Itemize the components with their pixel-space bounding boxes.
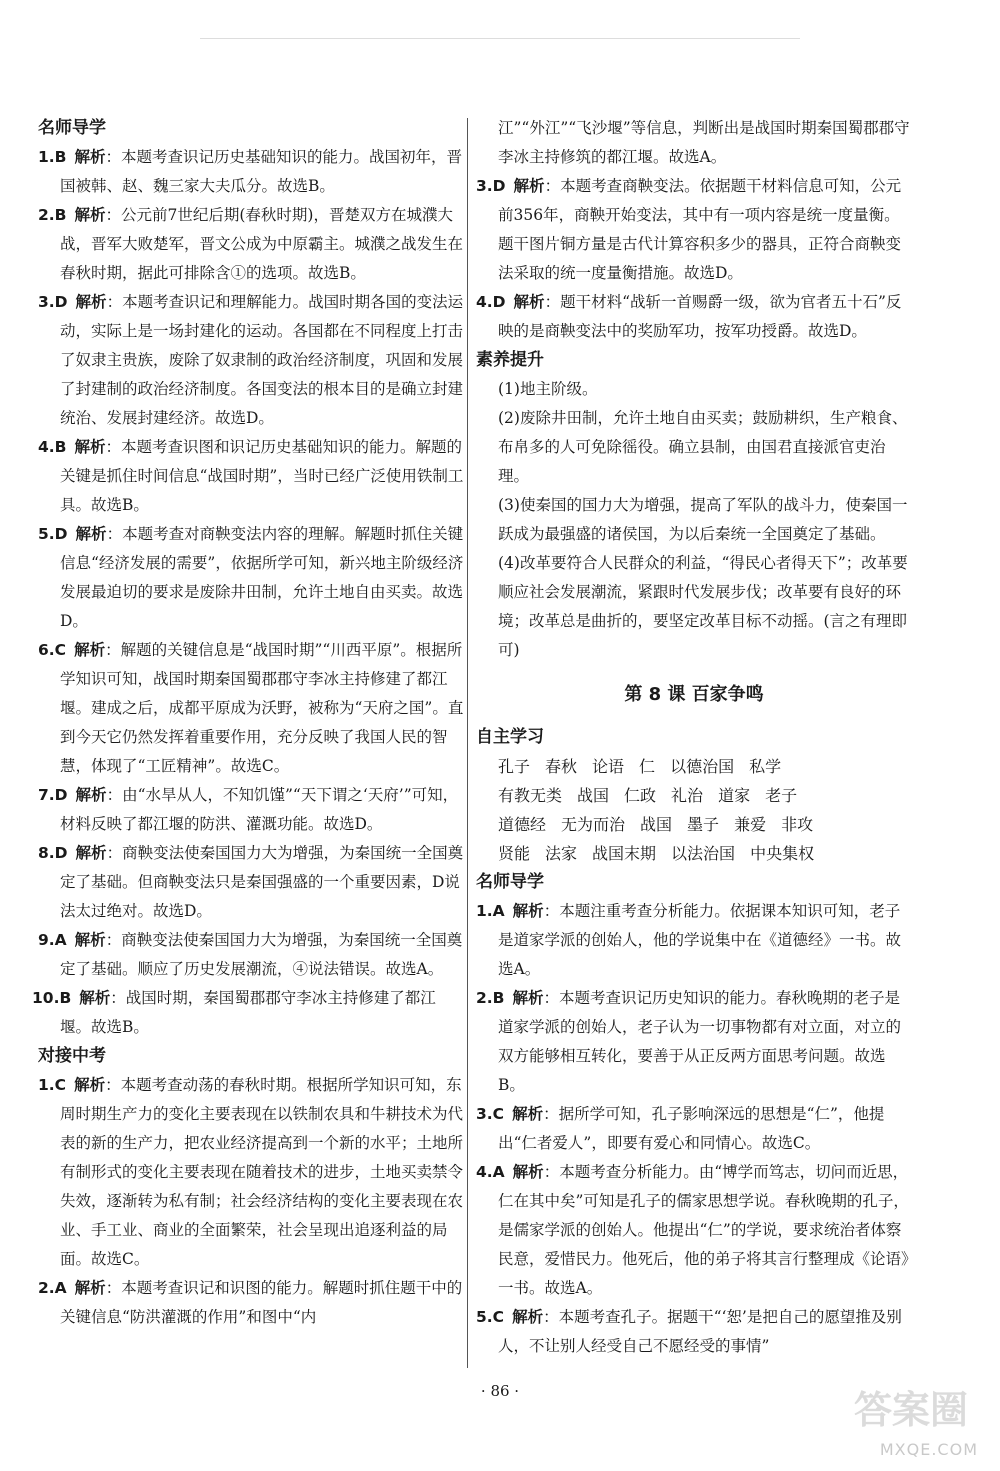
analysis-text: ：题干材料“战斩一首赐爵一级，欲为官者五十石”反映的是商鞅变法中的奖励军功，按军功授爵。故选D。 <box>498 293 902 340</box>
answer-item <box>38 520 466 636</box>
analysis-label: 解析 <box>512 902 544 920</box>
answer-number: 9.A <box>38 931 67 949</box>
analysis-label: 解析 <box>513 177 545 195</box>
keyword: 仁政 <box>624 786 657 805</box>
analysis-label: 解析 <box>75 525 107 543</box>
keyword: 法家 <box>545 844 578 863</box>
answer-item <box>476 288 912 346</box>
answer-number: 7.D <box>38 786 68 804</box>
keyword: 战国 <box>640 815 673 834</box>
keyword: 以法治国 <box>671 844 736 863</box>
answer-item <box>476 1303 912 1361</box>
keyword: 春秋 <box>545 757 578 776</box>
answer-item <box>38 1071 466 1274</box>
watermark-logo-text: 答案圈 <box>853 1388 968 1432</box>
analysis-text: ：本题考查对商鞅变法内容的理解。解题时抓住关键信息“经济发展的需要”，依据所学可知，新兴地主阶级经济发展最迫切的要求是废除井田制，允许土地自由买卖。故选D。 <box>60 525 464 630</box>
analysis-text: ：商鞅变法使秦国国力大为增强，为秦国统一全国奠定了基础。但商鞅变法只是秦国强盛的一个重要因素，D说法太过绝对。故选D。 <box>60 844 464 920</box>
answer-paragraph: (3)使秦国的国力大为增强，提高了军队的战斗力，使秦国一跃成为最强盛的诸侯国，为以后秦统一全国奠定了基础。 <box>498 496 908 543</box>
keyword: 贤能 <box>498 844 531 863</box>
analysis-text: ：本题考查分析能力。由“博学而笃志，切问而近思，仁在其中矣”可知是孔子的儒家思想学说。春秋晚期的孔子，是儒家学派的创始人。他提出“仁”的学说，要求统治者体察民意，爱惜民力。他死后，他的弟子将其言行整理成《论语》一书。故选A。 <box>498 1163 909 1297</box>
keyword-row <box>476 752 912 781</box>
answer-number: 1.C <box>38 1076 67 1094</box>
analysis-text: ：本题考查识图和识记历史基础知识的能力。解题的关键是抓住时间信息“战国时期”，当时已经广泛使用铁制工具。故选B。 <box>60 438 464 514</box>
keyword: 战国 <box>577 786 610 805</box>
analysis-text: ：本题考查识记历史基础知识的能力。战国初年，晋国被韩、赵、魏三家大夫瓜分。故选B。 <box>60 148 463 195</box>
answer-number: 4.B <box>38 438 67 456</box>
analysis-label: 解析 <box>75 293 107 311</box>
answer-number: 2.B <box>476 989 505 1007</box>
analysis-label: 解析 <box>513 293 545 311</box>
answer-item <box>32 984 466 1042</box>
keyword: 中央集权 <box>750 844 815 863</box>
continued-text: 江”“外江”“飞沙堰”等信息，判断出是战国时期秦国蜀郡郡守李冰主持修筑的都江堰。故选A。 <box>498 119 910 166</box>
keyword: 私学 <box>749 757 782 776</box>
analysis-label: 解析 <box>75 786 107 804</box>
answer-number: 5.C <box>476 1308 505 1326</box>
answer-number: 1.B <box>38 148 67 166</box>
lesson-title: 第 8 课 百家争鸣 <box>624 684 764 705</box>
answer-number: 3.D <box>476 177 506 195</box>
answer-number: 3.D <box>38 293 68 311</box>
analysis-label: 解析 <box>74 206 106 224</box>
analysis-text: ：公元前7世纪后期(春秋时期)，晋楚双方在城濮大战，晋军大败楚军，晋文公成为中原霸主。城濮之战发生在春秋时期，据此可排除含①的选项。故选B。 <box>60 206 464 282</box>
answer-item <box>476 897 912 984</box>
answer-number: 6.C <box>38 641 67 659</box>
answer-number: 1.A <box>476 902 505 920</box>
analysis-label: 解析 <box>74 148 106 166</box>
answer-item <box>38 636 466 781</box>
answer-paragraph: (4)改革要符合人民群众的利益，“得民心者得天下”；改革要顺应社会发展潮流，紧跟时代发展步伐；改革要有良好的环境；改革总是曲折的，要坚定改革目标不动摇。(言之有理即可) <box>498 554 908 659</box>
answer-item <box>476 984 912 1100</box>
analysis-text: ：本题注重考查分析能力。依据课本知识可知，老子是道家学派的创始人，他的学说集中在《道德经》一书。故选A。 <box>498 902 902 978</box>
analysis-text: ：本题考查识记历史知识的能力。春秋晚期的老子是道家学派的创始人，老子认为一切事物都有对立面，对立的双方能够相互转化，要善于从正反两方面思考问题。故选B。 <box>498 989 902 1094</box>
answer-item <box>476 1158 912 1303</box>
answer-number: 5.D <box>38 525 68 543</box>
keyword: 论语 <box>592 757 625 776</box>
answer-number: 10.B <box>32 989 72 1007</box>
keyword: 道德经 <box>498 815 547 834</box>
analysis-text: ：本题考查识记和识图的能力。解题时抓住题干中的关键信息“防洪灌溉的作用”和图中“内 <box>60 1279 463 1326</box>
right-column <box>476 114 912 1361</box>
analysis-text: ：本题考查识记和理解能力。战国时期各国的变法运动，实际上是一场封建化的运动。各国都在不同程度上打击了奴隶主贵族，废除了奴隶制的政治经济制度，巩固和发展了封建制的政治经济制度。各国变法的根本目的是确立封建统治、发展封建经济。故选D。 <box>60 293 464 427</box>
keyword: 兼爱 <box>734 815 767 834</box>
analysis-label: 解析 <box>512 1308 544 1326</box>
answer-item <box>38 926 466 984</box>
answer-item <box>38 288 466 433</box>
answer-number: 2.A <box>38 1279 67 1297</box>
keyword: 道家 <box>718 786 751 805</box>
keyword: 战国末期 <box>592 844 657 863</box>
analysis-text: ：据所学可知，孔子影响深远的思想是“仁”，他提出“仁者爱人”，即要有爱心和同情心。故选C。 <box>498 1105 885 1152</box>
analysis-label: 解析 <box>74 641 106 659</box>
analysis-label: 解析 <box>75 844 107 862</box>
keyword: 墨子 <box>687 815 720 834</box>
column-divider <box>467 118 468 1368</box>
section-title-mingshi-daoxue: 名师导学 <box>38 118 106 138</box>
answer-item <box>38 433 466 520</box>
keyword-row <box>476 839 912 868</box>
answer-number: 4.D <box>476 293 506 311</box>
watermark-logo <box>778 1379 978 1459</box>
keyword-row <box>476 810 912 839</box>
keyword: 礼治 <box>671 786 704 805</box>
answer-item <box>38 143 466 201</box>
answer-item <box>476 172 912 288</box>
keyword-row <box>476 781 912 810</box>
answer-number: 2.B <box>38 206 67 224</box>
answer-paragraph: (2)废除井田制，允许土地自由买卖；鼓励耕织，生产粮食、布帛多的人可免除徭役。确立县制，由国君直接派官吏治理。 <box>498 409 908 485</box>
answer-item <box>38 1274 466 1332</box>
section-title-mingshi-daoxue-2: 名师导学 <box>476 872 544 892</box>
keyword: 仁 <box>639 757 656 776</box>
section-title-suyang-tisheng: 素养提升 <box>476 350 544 370</box>
watermark-site: MXQE.COM <box>879 1440 978 1459</box>
section-title-duijie-zhongkao: 对接中考 <box>38 1046 106 1066</box>
answer-item <box>38 839 466 926</box>
answer-item <box>476 1100 912 1158</box>
analysis-label: 解析 <box>74 931 106 949</box>
answer-item <box>38 781 466 839</box>
analysis-label: 解析 <box>512 989 544 1007</box>
section-title-zizhu-xuexi: 自主学习 <box>476 727 544 747</box>
analysis-text: ：战国时期，秦国蜀郡郡守李冰主持修建了都江堰。故选B。 <box>60 989 436 1036</box>
analysis-label: 解析 <box>74 1076 106 1094</box>
analysis-text: ：商鞅变法使秦国国力大为增强，为秦国统一全国奠定了基础。顺应了历史发展潮流，④说法错误。故选A。 <box>60 931 463 978</box>
analysis-label: 解析 <box>512 1105 544 1123</box>
keyword: 非攻 <box>781 815 814 834</box>
analysis-text: ：解题的关键信息是“战国时期”“川西平原”。根据所学知识可知，战国时期秦国蜀郡郡守李冰主持修建了都江堰。建成之后，成都平原成为沃野，被称为“天府之国”。直到今天它仍然发挥着重要作用，充分反映了我国人民的智慧，体现了“工匠精神”。故选C。 <box>60 641 464 775</box>
keyword: 无为而治 <box>561 815 626 834</box>
answer-item <box>38 201 466 288</box>
analysis-label: 解析 <box>79 989 111 1007</box>
analysis-text: ：由“水旱从人，不知饥馑”“天下谓之‘天府’”可知，材料反映了都江堰的防洪、灌溉功能。故选D。 <box>60 786 459 833</box>
left-column <box>32 114 466 1332</box>
analysis-label: 解析 <box>512 1163 544 1181</box>
page-number: · 86 · <box>480 1382 520 1400</box>
answer-number: 4.A <box>476 1163 505 1181</box>
keyword: 以德治国 <box>670 757 735 776</box>
keyword: 老子 <box>765 786 798 805</box>
answer-number: 8.D <box>38 844 68 862</box>
analysis-text: ：本题考查孔子。据题干“‘恕’是把自己的愿望推及别人，不让别人经受自己不愿经受的事情” <box>498 1308 902 1355</box>
analysis-label: 解析 <box>74 1279 106 1297</box>
answer-paragraph: (1)地主阶级。 <box>498 380 598 398</box>
scan-edge-line <box>200 38 800 39</box>
analysis-label: 解析 <box>74 438 106 456</box>
keyword: 有教无类 <box>498 786 563 805</box>
keyword: 孔子 <box>498 757 531 776</box>
analysis-text: ：本题考查动荡的春秋时期。根据所学知识可知，东周时期生产力的变化主要表现在以铁制农具和牛耕技术为代表的新的生产力，把农业经济提高到一个新的水平；土地所有制形式的变化主要表现在随着技术的进步，土地买卖禁令失效，逐渐转为私有制；社会经济结构的变化主要表现在农业、手工业、商业的全面繁荣，社会呈现出追逐利益的局面。故选C。 <box>60 1076 464 1268</box>
answer-number: 3.C <box>476 1105 505 1123</box>
analysis-text: ：本题考查商鞅变法。依据题干材料信息可知，公元前356年，商鞅开始变法，其中有一项内容是统一度量衡。题干图片铜方量是古代计算容积多少的器具，正符合商鞅变法采取的统一度量衡措施。故选D。 <box>498 177 902 282</box>
